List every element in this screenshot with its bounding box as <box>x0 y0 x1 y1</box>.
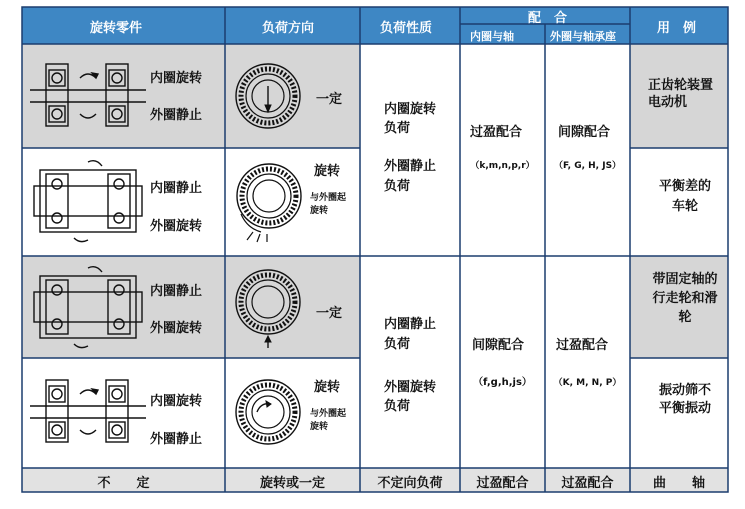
footer-example: 曲 轴 <box>652 476 705 491</box>
group1-load-line1: 内圈旋转 <box>384 102 437 117</box>
row4-direction-sub: 与外圈起旋转 <box>310 409 347 432</box>
bearing-diagram-outer-rotating-1 <box>30 158 146 244</box>
row2-part-line2: 外圈旋转 <box>150 219 203 234</box>
load-diagram-rotating-2 <box>233 372 303 452</box>
row4-part-line1: 内圈旋转 <box>150 394 203 409</box>
load-diagram-fixed-1 <box>233 58 303 134</box>
footer-inner-fit: 过盈配合 <box>476 476 529 491</box>
header-load-nature: 负荷性质 <box>380 21 433 36</box>
row4-part-line2: 外圈静止 <box>150 432 203 447</box>
group2-outer-codes: （K, M, N, P） <box>553 378 622 388</box>
footer-parts: 不 定 <box>97 476 150 491</box>
bearing-diagram-inner-rotating-2 <box>30 372 146 452</box>
row2-example: 平衡差的车轮 <box>658 179 711 214</box>
header-examples: 用 例 <box>657 21 697 36</box>
group2-inner-codes: （f,g,h,js） <box>473 377 532 388</box>
row1-example: 正齿轮装置电动机 <box>648 78 714 110</box>
group2-outer-fit: 过盈配合 <box>556 338 609 353</box>
footer-outer-fit: 过盈配合 <box>561 476 614 491</box>
row3-part-line1: 内圈静止 <box>150 284 203 299</box>
row2-direction-sub: 与外圈起旋转 <box>310 193 347 216</box>
group1-outer-codes: （F, G, H, JS） <box>553 161 622 171</box>
row4-example: 振动筛不平衡振动 <box>658 383 711 416</box>
row3-example: 带固定轴的行走轮和滑轮 <box>652 272 718 325</box>
group1-outer-fit: 间隙配合 <box>558 125 611 140</box>
row2-part-line1: 内圈静止 <box>150 181 203 196</box>
load-diagram-fixed-2 <box>233 266 303 350</box>
header-inner-ring-shaft: 内圈与轴 <box>470 30 514 43</box>
row4-direction: 旋转 <box>314 380 341 395</box>
load-diagram-rotating-1 <box>233 158 305 244</box>
footer-direction: 旋转或一定 <box>259 476 325 491</box>
group2-inner-fit: 间隙配合 <box>472 338 525 353</box>
header-outer-ring-housing: 外圈与轴承座 <box>550 30 616 43</box>
bearing-diagram-inner-rotating-1 <box>30 56 146 136</box>
group1-load-line4: 负荷 <box>384 179 411 194</box>
group1-load-line2: 负荷 <box>384 121 411 136</box>
group2-load-line3: 外圈旋转 <box>384 380 437 395</box>
group2-load-line1: 内圈静止 <box>384 317 437 332</box>
header-fit: 配 合 <box>528 11 568 26</box>
group1-inner-fit: 过盈配合 <box>470 125 523 140</box>
row2-direction: 旋转 <box>314 164 341 179</box>
row3-part-line2: 外圈旋转 <box>150 321 203 336</box>
row1-part-line1: 内圈旋转 <box>150 71 203 86</box>
group2-load-line4: 负荷 <box>384 399 411 414</box>
row1-direction: 一定 <box>316 92 343 107</box>
group2-load-line2: 负荷 <box>384 337 411 352</box>
footer-load: 不定向负荷 <box>377 476 443 491</box>
header-rotating-parts: 旋转零件 <box>90 21 143 36</box>
row1-part-line2: 外圈静止 <box>150 108 203 123</box>
row3-direction: 一定 <box>316 306 343 321</box>
group1-load-line3: 外圈静止 <box>384 159 437 174</box>
bearing-diagram-outer-rotating-2 <box>30 264 146 350</box>
header-load-direction: 负荷方向 <box>262 21 315 36</box>
group1-inner-codes: （k,m,n,p,r） <box>470 161 535 171</box>
